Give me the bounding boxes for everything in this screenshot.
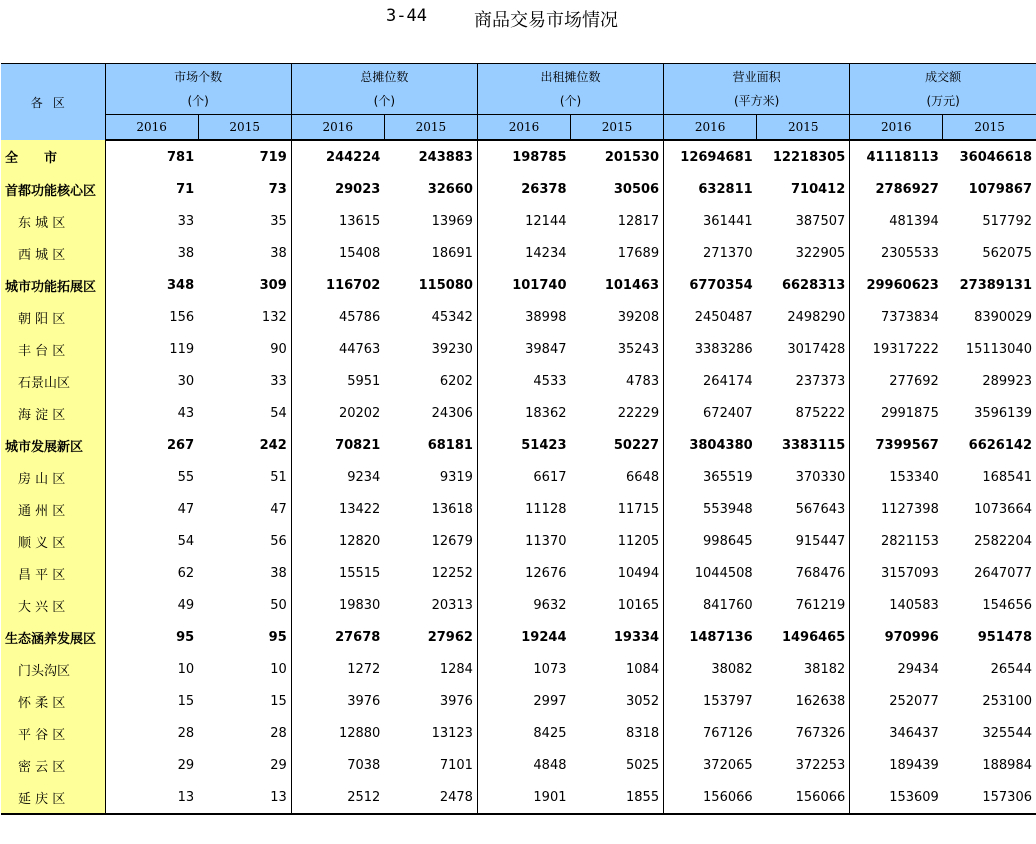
value-cell: 20313 — [431, 597, 473, 613]
table-row — [1, 140, 1036, 173]
table-row — [1, 621, 1036, 653]
value-cell: 62 — [105, 557, 198, 589]
region-name-cell: 昌 平 区 — [1, 557, 105, 589]
value-cell: 6202 — [439, 373, 473, 389]
value-cell: 1044508 — [664, 557, 757, 589]
table-row — [1, 365, 1036, 397]
value-cell: 553948 — [664, 493, 757, 525]
value-cell: 11715 — [617, 501, 660, 517]
year-header: 2016 — [850, 115, 943, 141]
value-cell: 27962 — [427, 629, 473, 645]
table-row — [1, 749, 1036, 781]
table-row — [1, 717, 1036, 749]
value-cell: 8318 — [626, 725, 660, 741]
value-cell: 2786927 — [850, 173, 943, 205]
value-cell: 50 — [270, 597, 287, 613]
value-cell: 253100 — [982, 693, 1032, 709]
value-cell: 562075 — [982, 245, 1032, 261]
region-name-cell: 大 兴 区 — [1, 589, 105, 621]
value-cell: 18691 — [431, 245, 473, 261]
value-cell: 162638 — [795, 693, 846, 709]
value-cell: 73 — [268, 181, 287, 197]
value-cell: 1284 — [439, 661, 473, 677]
value-cell: 7038 — [291, 749, 384, 781]
year-header: 2016 — [477, 115, 570, 141]
table-row — [1, 237, 1036, 269]
value-cell: 38082 — [664, 653, 757, 685]
column-group-header — [105, 64, 291, 115]
value-cell: 6626142 — [968, 437, 1032, 453]
value-cell: 348 — [105, 269, 198, 301]
value-cell: 140583 — [850, 589, 943, 621]
value-cell: 45342 — [431, 309, 473, 325]
value-cell: 12676 — [477, 557, 570, 589]
value-cell: 3383286 — [664, 333, 757, 365]
value-cell: 4533 — [477, 365, 570, 397]
value-cell: 13618 — [431, 501, 473, 517]
value-cell: 13969 — [431, 213, 473, 229]
value-cell: 1073 — [477, 653, 570, 685]
value-cell: 7373834 — [850, 301, 943, 333]
value-cell: 68181 — [427, 437, 473, 453]
table-row — [1, 589, 1036, 621]
value-cell: 156 — [105, 301, 198, 333]
value-cell: 70821 — [291, 429, 384, 461]
value-cell: 90 — [270, 341, 287, 357]
column-group-header — [664, 64, 850, 115]
value-cell: 970996 — [850, 621, 943, 653]
value-cell: 370330 — [795, 469, 846, 485]
table-row — [1, 461, 1036, 493]
value-cell: 15 — [105, 685, 198, 717]
value-cell: 45786 — [291, 301, 384, 333]
value-cell: 11205 — [617, 533, 660, 549]
value-cell: 27678 — [291, 621, 384, 653]
value-cell: 7399567 — [850, 429, 943, 461]
value-cell: 632811 — [664, 173, 757, 205]
value-cell: 761219 — [795, 597, 846, 613]
value-cell: 2647077 — [974, 565, 1032, 581]
region-name-cell: 城市发展新区 — [1, 429, 105, 461]
table-row — [1, 525, 1036, 557]
value-cell: 567643 — [795, 501, 846, 517]
value-cell: 372253 — [795, 757, 846, 773]
value-cell: 198785 — [477, 140, 570, 173]
value-cell: 29023 — [291, 173, 384, 205]
value-cell: 1496465 — [781, 629, 846, 645]
value-cell: 361441 — [664, 205, 757, 237]
column-group-name: 市场个数 — [174, 70, 223, 84]
value-cell: 28 — [270, 725, 287, 741]
value-cell: 50227 — [613, 437, 660, 453]
value-cell: 3596139 — [974, 405, 1032, 421]
region-name-cell: 石景山区 — [1, 365, 105, 397]
column-group-header — [477, 64, 663, 115]
table-body — [1, 140, 1036, 814]
value-cell: 201530 — [604, 149, 660, 165]
region-name-cell: 全 市 — [1, 140, 105, 173]
value-cell: 12817 — [617, 213, 660, 229]
value-cell: 168541 — [982, 469, 1032, 485]
value-cell: 19334 — [613, 629, 660, 645]
value-cell: 38 — [105, 237, 198, 269]
value-cell: 325544 — [982, 725, 1032, 741]
value-cell: 309 — [259, 277, 287, 293]
value-cell: 38182 — [803, 661, 846, 677]
value-cell: 6628313 — [781, 277, 846, 293]
value-cell: 15408 — [291, 237, 384, 269]
value-cell: 13123 — [431, 725, 473, 741]
value-cell: 9319 — [439, 469, 473, 485]
value-cell: 12679 — [431, 533, 473, 549]
column-group-name: 总摊位数 — [360, 70, 409, 84]
value-cell: 12252 — [431, 565, 473, 581]
value-cell: 1487136 — [664, 621, 757, 653]
region-name-cell: 怀 柔 区 — [1, 685, 105, 717]
value-cell: 6617 — [477, 461, 570, 493]
value-cell: 43 — [105, 397, 198, 429]
value-cell: 19317222 — [850, 333, 943, 365]
value-cell: 9632 — [477, 589, 570, 621]
value-cell: 672407 — [664, 397, 757, 429]
value-cell: 10 — [270, 661, 287, 677]
region-name-cell: 通 州 区 — [1, 493, 105, 525]
value-cell: 3052 — [626, 693, 660, 709]
value-cell: 767126 — [664, 717, 757, 749]
value-cell: 26544 — [990, 661, 1032, 677]
value-cell: 517792 — [982, 213, 1032, 229]
value-cell: 39230 — [431, 341, 473, 357]
value-cell: 372065 — [664, 749, 757, 781]
table-row — [1, 781, 1036, 814]
year-header: 2015 — [757, 115, 850, 141]
value-cell: 2821153 — [850, 525, 943, 557]
value-cell: 30 — [105, 365, 198, 397]
column-group-unit: (个) — [373, 94, 396, 108]
value-cell: 252077 — [850, 685, 943, 717]
value-cell: 915447 — [795, 533, 846, 549]
table-row — [1, 397, 1036, 429]
value-cell: 153609 — [850, 781, 943, 814]
value-cell: 768476 — [795, 565, 846, 581]
value-cell: 132 — [261, 309, 287, 325]
value-cell: 54 — [270, 405, 287, 421]
value-cell: 365519 — [664, 461, 757, 493]
year-header: 2015 — [384, 115, 477, 141]
value-cell: 244224 — [291, 140, 384, 173]
value-cell: 1901 — [477, 781, 570, 814]
value-cell: 2498290 — [787, 309, 846, 325]
value-cell: 2512 — [291, 781, 384, 814]
value-cell: 49 — [105, 589, 198, 621]
value-cell: 33 — [270, 373, 287, 389]
table-row — [1, 173, 1036, 205]
region-name-cell: 朝 阳 区 — [1, 301, 105, 333]
value-cell: 14234 — [477, 237, 570, 269]
value-cell: 346437 — [850, 717, 943, 749]
value-cell: 30506 — [613, 181, 660, 197]
region-name-cell: 门头沟区 — [1, 653, 105, 685]
value-cell: 71 — [105, 173, 198, 205]
value-cell: 8390029 — [974, 309, 1032, 325]
region-name-cell: 西 城 区 — [1, 237, 105, 269]
table-row — [1, 557, 1036, 589]
value-cell: 56 — [270, 533, 287, 549]
value-cell: 3976 — [291, 685, 384, 717]
value-cell: 3976 — [439, 693, 473, 709]
value-cell: 1084 — [626, 661, 660, 677]
value-cell: 2997 — [477, 685, 570, 717]
value-cell: 1855 — [571, 781, 664, 814]
region-name-cell: 房 山 区 — [1, 461, 105, 493]
column-group-unit: (万元) — [926, 94, 960, 108]
value-cell: 157306 — [943, 781, 1036, 814]
value-cell: 242 — [259, 437, 287, 453]
value-cell: 29 — [105, 749, 198, 781]
value-cell: 277692 — [850, 365, 943, 397]
value-cell: 767326 — [795, 725, 846, 741]
column-group-unit: (个) — [187, 94, 209, 108]
value-cell: 237373 — [795, 373, 846, 389]
value-cell: 29 — [270, 757, 287, 773]
value-cell: 22229 — [617, 405, 660, 421]
value-cell: 7101 — [439, 757, 473, 773]
value-cell: 781 — [105, 140, 198, 173]
value-cell: 29434 — [850, 653, 943, 685]
value-cell: 27389131 — [959, 277, 1032, 293]
value-cell: 15 — [270, 693, 287, 709]
value-cell: 33 — [105, 205, 198, 237]
column-group-name: 出租摊位数 — [540, 70, 601, 84]
region-name-cell: 延 庆 区 — [1, 781, 105, 814]
value-cell: 154656 — [982, 597, 1032, 613]
value-cell: 115080 — [418, 277, 473, 293]
value-cell: 54 — [105, 525, 198, 557]
region-name-cell: 海 淀 区 — [1, 397, 105, 429]
year-header: 2016 — [664, 115, 757, 141]
table-row — [1, 493, 1036, 525]
value-cell: 9234 — [291, 461, 384, 493]
page-title — [0, 6, 1036, 32]
value-cell: 15113040 — [965, 341, 1032, 357]
value-cell: 3804380 — [664, 429, 757, 461]
statistics-table — [1, 63, 1036, 815]
value-cell: 1127398 — [850, 493, 943, 525]
year-header: 2016 — [105, 115, 198, 141]
value-cell: 119 — [105, 333, 198, 365]
year-header: 2015 — [198, 115, 291, 141]
table-row — [1, 301, 1036, 333]
value-cell: 39208 — [617, 309, 660, 325]
value-cell: 289923 — [982, 373, 1032, 389]
region-name-cell: 东 城 区 — [1, 205, 105, 237]
value-cell: 153340 — [850, 461, 943, 493]
table-row — [1, 333, 1036, 365]
value-cell: 28 — [105, 717, 198, 749]
value-cell: 12880 — [291, 717, 384, 749]
value-cell: 267 — [105, 429, 198, 461]
value-cell: 2305533 — [850, 237, 943, 269]
value-cell: 710412 — [790, 181, 846, 197]
value-cell: 13422 — [291, 493, 384, 525]
value-cell: 1079867 — [968, 181, 1032, 197]
table-number: 3-44 — [386, 6, 427, 26]
value-cell: 39847 — [477, 333, 570, 365]
value-cell: 38 — [270, 245, 287, 261]
value-cell: 35 — [270, 213, 287, 229]
table-row — [1, 653, 1036, 685]
year-header: 2016 — [291, 115, 384, 141]
value-cell: 116702 — [291, 269, 384, 301]
value-cell: 12218305 — [772, 149, 846, 165]
value-cell: 5951 — [291, 365, 384, 397]
column-group-unit: (平方米) — [733, 94, 780, 108]
value-cell: 47 — [270, 501, 287, 517]
value-cell: 51 — [270, 469, 287, 485]
value-cell: 95 — [268, 629, 287, 645]
value-cell: 38 — [270, 565, 287, 581]
value-cell: 189439 — [850, 749, 943, 781]
value-cell: 11370 — [477, 525, 570, 557]
value-cell: 13 — [198, 781, 291, 814]
value-cell: 6770354 — [664, 269, 757, 301]
value-cell: 20202 — [291, 397, 384, 429]
value-cell: 3157093 — [850, 557, 943, 589]
value-cell: 35243 — [617, 341, 660, 357]
value-cell: 19830 — [291, 589, 384, 621]
value-cell: 1272 — [291, 653, 384, 685]
value-cell: 4783 — [626, 373, 660, 389]
value-cell: 95 — [105, 621, 198, 653]
value-cell: 322905 — [795, 245, 846, 261]
value-cell: 19244 — [477, 621, 570, 653]
year-header: 2015 — [571, 115, 664, 141]
region-name-cell: 顺 义 区 — [1, 525, 105, 557]
value-cell: 951478 — [977, 629, 1032, 645]
table-row — [1, 429, 1036, 461]
value-cell: 719 — [259, 149, 287, 165]
value-cell: 5025 — [626, 757, 660, 773]
value-cell: 44763 — [291, 333, 384, 365]
value-cell: 271370 — [664, 237, 757, 269]
value-cell: 2582204 — [974, 533, 1032, 549]
region-name-cell: 丰 台 区 — [1, 333, 105, 365]
value-cell: 156066 — [757, 781, 850, 814]
value-cell: 3383115 — [781, 437, 846, 453]
value-cell: 2478 — [384, 781, 477, 814]
value-cell: 998645 — [664, 525, 757, 557]
value-cell: 481394 — [850, 205, 943, 237]
value-cell: 101463 — [604, 277, 660, 293]
value-cell: 6648 — [626, 469, 660, 485]
value-cell: 13615 — [291, 205, 384, 237]
column-group-name: 营业面积 — [732, 70, 781, 84]
value-cell: 13 — [105, 781, 198, 814]
value-cell: 156066 — [664, 781, 757, 814]
value-cell: 26378 — [477, 173, 570, 205]
value-cell: 32660 — [427, 181, 473, 197]
value-cell: 11128 — [477, 493, 570, 525]
value-cell: 2450487 — [664, 301, 757, 333]
value-cell: 12694681 — [664, 140, 757, 173]
value-cell: 387507 — [795, 213, 846, 229]
value-cell: 38998 — [477, 301, 570, 333]
region-name-cell: 城市功能拓展区 — [1, 269, 105, 301]
value-cell: 41118113 — [850, 140, 943, 173]
column-group-unit: (个) — [559, 94, 582, 108]
value-cell: 153797 — [664, 685, 757, 717]
table-header — [1, 64, 1036, 141]
value-cell: 47 — [105, 493, 198, 525]
value-cell: 24306 — [431, 405, 473, 421]
value-cell: 101740 — [477, 269, 570, 301]
column-group-header — [291, 64, 477, 115]
table-row — [1, 269, 1036, 301]
table-row — [1, 205, 1036, 237]
value-cell: 841760 — [664, 589, 757, 621]
value-cell: 2991875 — [850, 397, 943, 429]
value-cell: 12820 — [291, 525, 384, 557]
column-group-name: 成交额 — [925, 70, 962, 84]
region-name-cell: 平 谷 区 — [1, 717, 105, 749]
value-cell: 12144 — [477, 205, 570, 237]
value-cell: 3017428 — [787, 341, 846, 357]
region-column-header: 各区 — [1, 64, 105, 141]
year-header: 2015 — [943, 115, 1036, 141]
value-cell: 51423 — [477, 429, 570, 461]
value-cell: 55 — [105, 461, 198, 493]
region-name-cell: 密 云 区 — [1, 749, 105, 781]
value-cell: 188984 — [982, 757, 1032, 773]
value-cell: 875222 — [795, 405, 846, 421]
value-cell: 4848 — [477, 749, 570, 781]
value-cell: 264174 — [664, 365, 757, 397]
value-cell: 10165 — [617, 597, 660, 613]
value-cell: 8425 — [477, 717, 570, 749]
column-group-header — [850, 64, 1036, 115]
region-name-cell: 生态涵养发展区 — [1, 621, 105, 653]
table-title: 商品交易市场情况 — [474, 10, 618, 31]
value-cell: 18362 — [477, 397, 570, 429]
region-name-cell: 首都功能核心区 — [1, 173, 105, 205]
value-cell: 10494 — [617, 565, 660, 581]
value-cell: 17689 — [617, 245, 660, 261]
value-cell: 29960623 — [850, 269, 943, 301]
value-cell: 36046618 — [959, 149, 1032, 165]
value-cell: 10 — [105, 653, 198, 685]
table-row — [1, 685, 1036, 717]
value-cell: 243883 — [418, 149, 473, 165]
value-cell: 1073664 — [974, 501, 1032, 517]
value-cell: 15515 — [291, 557, 384, 589]
